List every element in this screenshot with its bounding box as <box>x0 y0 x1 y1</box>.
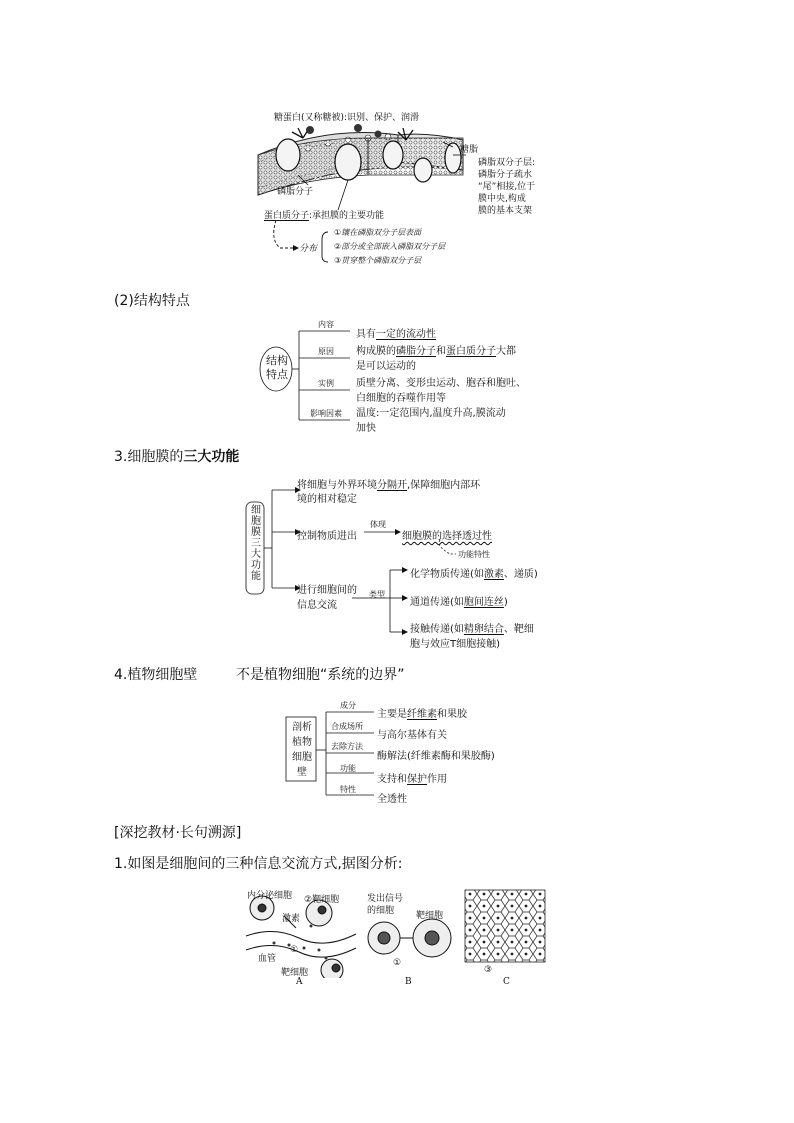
section4-note: 不是植物细胞“系统的边界” <box>236 667 405 683</box>
s3-f1-post: ,保障细胞内部环 <box>407 480 481 491</box>
section3-center <box>247 505 265 582</box>
s2-label-factor: 影响因素 <box>310 409 342 418</box>
protein-func: :承担膜的主要功能 <box>309 211 385 221</box>
s2-factor-line1: 温度:一定范围内,温度升高,膜流动 <box>356 408 506 419</box>
section4-center <box>288 720 316 780</box>
fig-b-letter: B <box>405 977 412 987</box>
s4-label-synthesis: 合成场所 <box>331 722 363 731</box>
fig-a-letter: A <box>296 977 303 987</box>
s2-label-reason: 原因 <box>318 347 334 356</box>
s3-func2-result: 细胞膜的选择透过性 <box>402 531 492 542</box>
s4-value-1 <box>377 705 467 720</box>
s4-v1-post: 和果胶 <box>437 709 467 720</box>
s4-v4-post: 作用 <box>427 774 447 785</box>
s4-center-1: 植物 <box>292 737 312 748</box>
section3-title-prefix: 3.细胞膜的 <box>114 449 184 465</box>
section2-center <box>263 354 291 382</box>
s2-content <box>356 325 436 340</box>
bilayer-title: 磷脂双分子层: <box>478 158 536 168</box>
s3-func2-note: 功能特性 <box>458 550 490 559</box>
s3-t1-pre: 化学物质传递(如 <box>410 569 484 580</box>
s2-example <box>356 376 526 406</box>
s3-type3 <box>410 622 534 652</box>
s4-v1-pre: 主要是 <box>377 709 407 720</box>
s2-factor-line2: 加快 <box>356 423 376 434</box>
s4-value-5: 全透性 <box>377 794 407 805</box>
s3-center-6: 能 <box>251 571 261 582</box>
s3-f1-pre: 将细胞与外界环境 <box>297 480 377 491</box>
s4-center-2: 细胞 <box>292 752 312 763</box>
s3-type1 <box>410 565 538 580</box>
s3-center-1: 胞 <box>251 516 261 527</box>
section2-title: (2)结构特点 <box>114 293 190 309</box>
section4-title: 4.植物细胞壁 <box>114 667 198 683</box>
s4-v1-u: 纤维素 <box>407 709 437 720</box>
fig-c-num: ③ <box>484 965 493 975</box>
dist-item-2: ②部分或全部嵌入磷脂双分子层 <box>334 242 446 251</box>
phospholipid-label: 磷脂分子 <box>277 187 314 197</box>
bilayer-line-2: “尾”相接,位于 <box>478 182 536 192</box>
s3-center-4: 大 <box>251 549 261 560</box>
s2-example-line1: 质壁分离、变形虫运动、胞吞和胞吐、 <box>356 378 526 389</box>
s2-reason-u2: 蛋白质分子 <box>446 346 496 357</box>
s3-func3 <box>297 583 357 613</box>
fig-b-signal-2: 的细胞 <box>367 906 395 916</box>
s2-reason-mid: 和 <box>436 346 446 357</box>
s3-arrow-label: 体现 <box>370 520 386 529</box>
s3-type2 <box>410 593 508 608</box>
section3-title-bold: 三大功能 <box>183 449 240 465</box>
fig-b-signal <box>367 893 403 917</box>
section5-tag: [深挖教材·长句溯源] <box>114 825 242 841</box>
dist-item-3: ③贯穿整个磷脂双分子层 <box>334 256 422 265</box>
s3-t3-pre: 接触传递(如 <box>410 624 464 635</box>
protein-term: 蛋白质分子 <box>264 211 310 221</box>
section2-center-2: 特点 <box>266 368 288 381</box>
s3-func1 <box>297 479 480 507</box>
bilayer-line-4: 膜的基本支架 <box>478 206 533 216</box>
distribution-items <box>334 226 445 268</box>
fig-a-target2: ②靶细胞 <box>304 895 340 905</box>
s2-reason-u1: 磷脂分子 <box>396 346 436 357</box>
s3-t1-u: 激素 <box>483 569 504 580</box>
s3-f3-line2: 信息交流 <box>297 600 337 611</box>
s2-label-example: 实例 <box>318 379 334 388</box>
s3-func2: 控制物质进出 <box>297 531 357 542</box>
s3-t3-post: 、靶细 <box>503 624 534 635</box>
fig-b-num: ① <box>393 958 402 968</box>
glycolipid-label: 糖脂 <box>460 145 479 155</box>
fig-a-vessel: 血管 <box>258 954 277 964</box>
s4-value-3: 酶解法(纤维素酶和果胶酶) <box>377 751 495 762</box>
s3-t3-line2: 胞与效应T细胞接触) <box>410 639 501 650</box>
s3-type-label: 类型 <box>369 590 385 599</box>
s3-t1-post: 、递质) <box>503 569 538 580</box>
fig-a-hormone: 激素 <box>282 914 301 924</box>
s2-factor <box>356 406 506 436</box>
protein-label <box>264 208 384 221</box>
fig-b-signal-1: 发出信号 <box>367 894 404 904</box>
s3-f1-u: 分隔开 <box>377 480 407 491</box>
dist-item-1: ①镶在磷脂双分子层表面 <box>334 228 422 237</box>
section5-question: 1.如图是细胞间的三种信息交流方式,据图分析: <box>114 856 403 872</box>
fig-b-target: 靶细胞 <box>416 911 444 921</box>
s4-v4-u: 保护 <box>407 774 427 785</box>
s2-example-line2: 白细胞的吞噬作用等 <box>356 393 446 404</box>
s4-value-4 <box>377 770 447 785</box>
fig-c-letter: C <box>503 977 510 987</box>
s3-f3-line1: 进行细胞间的 <box>297 585 357 596</box>
s2-reason-line2: 是可以运动的 <box>356 361 416 372</box>
bilayer-label <box>478 157 535 217</box>
bilayer-line-1: 磷脂分子疏水 <box>478 170 533 180</box>
s3-center-2: 膜 <box>251 527 261 538</box>
s2-reason-prefix: 构成膜的 <box>356 346 396 357</box>
fig-a-endocrine: 内分泌细胞 <box>247 891 293 901</box>
s4-center-0: 剖析 <box>292 722 312 733</box>
s3-center-0: 细 <box>251 505 261 516</box>
bilayer-line-3: 膜中央,构成 <box>478 194 526 204</box>
s3-center-3: 三 <box>251 538 261 549</box>
fig-a-target: 靶细胞 <box>281 968 309 978</box>
s3-center-5: 功 <box>251 560 261 571</box>
s4-label-function: 功能 <box>340 764 356 773</box>
s4-label-composition: 成分 <box>340 701 356 710</box>
figure-b-drawing <box>366 918 456 963</box>
s3-t2-pre: 通道传递(如 <box>410 597 464 608</box>
fig-a-circle1: ① <box>290 945 299 955</box>
s4-label-removal: 去除方法 <box>331 742 363 751</box>
s3-t2-post: ) <box>503 597 508 608</box>
s3-f1-line2: 境的相对稳定 <box>297 494 357 505</box>
section3-title <box>114 446 239 466</box>
s3-t2-u: 胞间连丝 <box>463 597 504 608</box>
s4-value-2: 与高尔基体有关 <box>377 730 447 741</box>
s4-v4-pre: 支持和 <box>377 774 407 785</box>
glycoprotein-label: 糖蛋白(又称糖被):识别、保护、润滑 <box>274 113 420 123</box>
distribution-label: 分布 <box>299 244 318 254</box>
s2-content-text: 一定的流动性 <box>376 329 436 340</box>
s2-content-pre: 具有 <box>356 329 376 340</box>
s4-label-property: 特性 <box>340 785 356 794</box>
section2-center-1: 结构 <box>266 354 288 367</box>
figure-c-drawing <box>463 888 547 964</box>
s2-reason <box>356 344 516 374</box>
s2-label-content: 内容 <box>318 320 334 329</box>
s2-reason-suffix: 大都 <box>496 346 516 357</box>
s4-center-3: 壁 <box>297 767 307 778</box>
s3-t3-u: 精卵结合 <box>463 624 504 635</box>
